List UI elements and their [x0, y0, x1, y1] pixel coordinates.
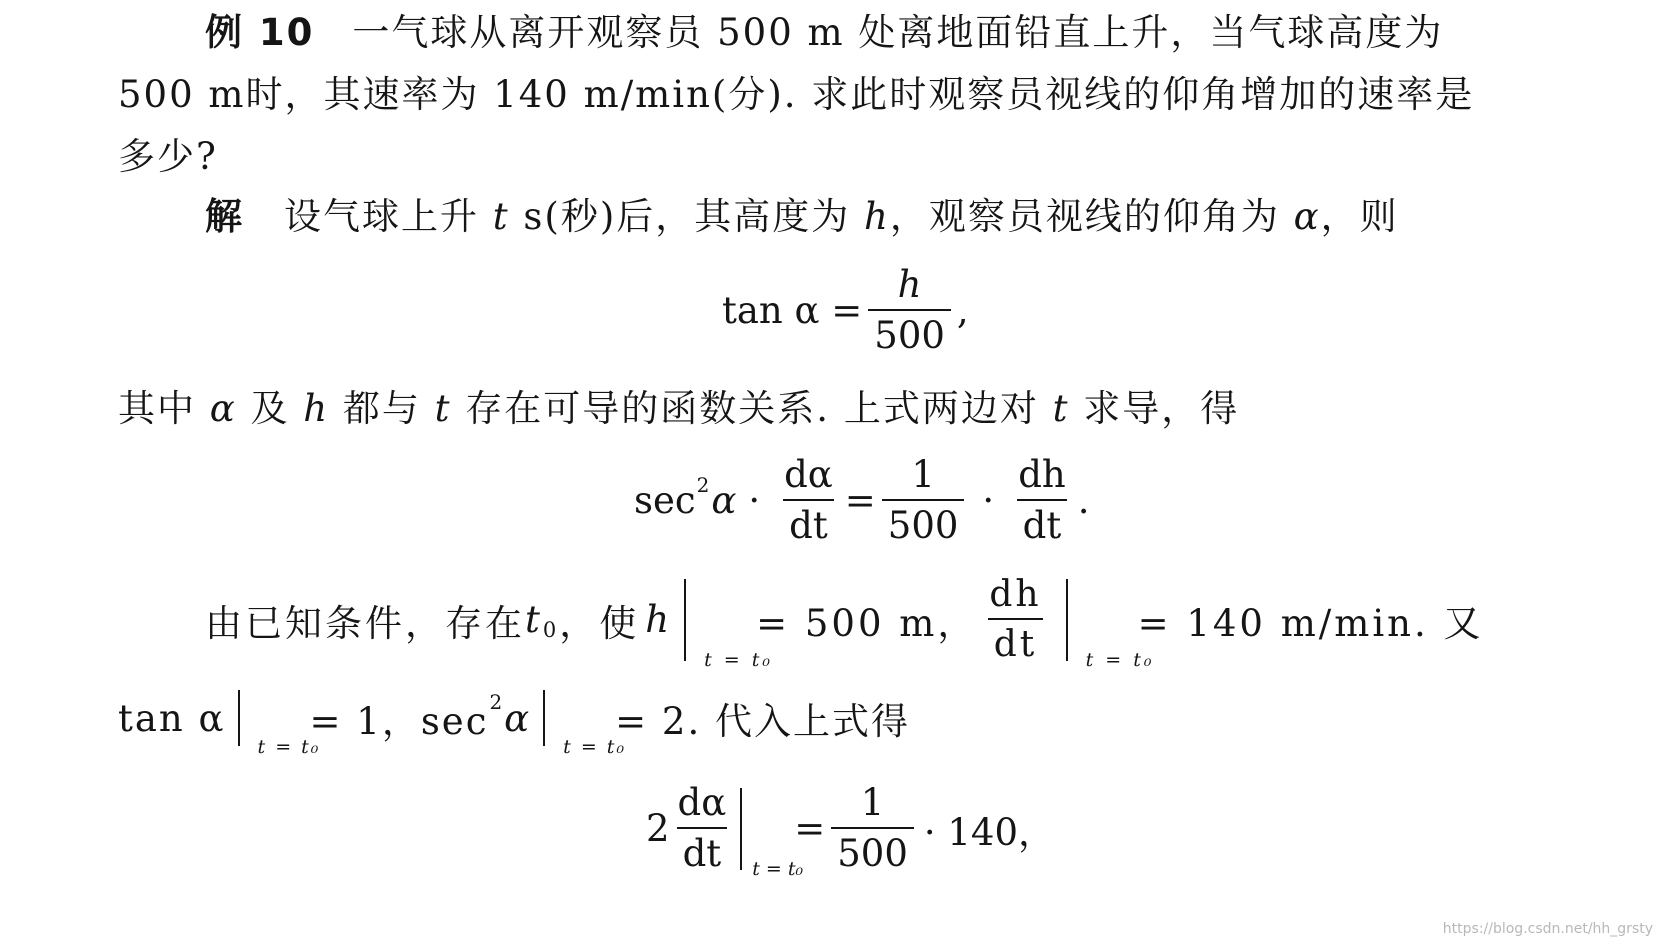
eq2-dot-2: · [982, 479, 995, 523]
p3-a: 由已知条件，存在 [205, 601, 525, 645]
eq3-eval-cond: t = t₀ [752, 857, 804, 880]
p3-num-dh: dh [989, 574, 1042, 615]
eq2-sup: 2 [696, 472, 710, 497]
eq3-num-1: 1 [860, 781, 885, 824]
eq3-frac-1-500 [831, 781, 914, 875]
p3-t0-sub: 0 [542, 617, 560, 642]
eq1-numerator: h [897, 263, 922, 306]
paragraph-derivative [118, 387, 1240, 430]
eq1-fraction [868, 263, 951, 357]
p2-alpha: α [209, 387, 237, 430]
var-h: h [864, 195, 890, 238]
p3-eval-cond-2: t = t₀ [1085, 648, 1155, 671]
eq3-den-dt: dt [677, 827, 728, 874]
problem-text-2: 500 m时，其速率为 140 m/min(分). 求此时观察员视线的仰角增加的速率是 [118, 73, 1475, 116]
problem-line-2 [118, 73, 1475, 116]
eq3-eval-bar [740, 788, 804, 880]
p3-eval-cond-1: t = t₀ [704, 648, 773, 671]
solution-text-b: s(秒)后，其高度为 [509, 195, 865, 238]
eq2-num-dh: dh [1018, 453, 1066, 496]
eq2-num-dalpha: dα [784, 453, 833, 496]
problem-line-3 [118, 135, 218, 178]
var-alpha: α [1293, 195, 1321, 238]
p2-c: 都与 [329, 387, 435, 430]
p2-b: 及 [236, 387, 304, 430]
solution-label: 解 [205, 195, 244, 238]
example-label: 例 10 [205, 11, 315, 54]
p2-t: t [434, 387, 452, 430]
eq3-num-dalpha: dα [677, 781, 727, 824]
p3-den-dt: dt [988, 618, 1044, 664]
problem-text-3: 多少? [118, 135, 218, 178]
p4-eval-cond-2: t = t₀ [563, 736, 627, 758]
eq2-equals: = [844, 479, 876, 523]
equation-tan [722, 263, 969, 357]
equation-sec [634, 453, 1090, 547]
eq2-den-dt: dt [783, 499, 834, 546]
eq2-frac-1-500 [882, 453, 965, 547]
eq2-frac-dalpha [778, 453, 839, 547]
p3-frac-dh-dt [983, 576, 1047, 664]
solution-text-c: ，观察员视线的仰角为 [889, 195, 1294, 238]
eq1-tail: , [956, 289, 969, 333]
equation-final [646, 781, 1056, 880]
watermark-url: https://blog.csdn.net/hh_grsty [1442, 921, 1653, 937]
p4-tan-alpha: tan α [118, 696, 226, 740]
eq1-lhs: tan α = [722, 289, 863, 333]
solution-text-a: 设气球上升 [284, 195, 493, 238]
eq2-sec: sec [634, 479, 696, 523]
paragraph-conditions [205, 574, 1484, 671]
p4-alpha: α [504, 696, 532, 740]
eq3-frac-dalpha [672, 781, 733, 875]
eq2-alpha: α [711, 479, 737, 523]
eq3-coef: 2 [646, 807, 670, 851]
eq3-den-500: 500 [831, 827, 914, 874]
eq3-tail: · 140， [923, 810, 1056, 854]
p2-e: 求导，得 [1069, 387, 1240, 430]
p4-eval-bar-1 [238, 690, 321, 758]
problem-text-1: 一气球从离开观察员 500 m 处离地面铅直上升，当气球高度为 [352, 11, 1444, 54]
p4-eval-bar-2 [543, 690, 627, 758]
p4-b: = 1，sec [309, 700, 489, 743]
eq1-denominator: 500 [868, 309, 951, 356]
eq2-tail: . [1077, 479, 1090, 523]
paragraph-substitute [118, 690, 910, 758]
problem-line-1 [205, 11, 1444, 54]
p4-sup: 2 [489, 690, 505, 714]
p2-d: 存在可导的函数关系. 上式两边对 [451, 387, 1053, 430]
eq2-num-1: 1 [911, 453, 935, 496]
eq3-equals: = [794, 807, 826, 851]
p2-a: 其中 [118, 387, 210, 430]
eq2-frac-dh [1012, 453, 1072, 547]
p3-d: = 140 m/min. 又 [1137, 601, 1484, 645]
p3-eval-bar-1 [684, 579, 773, 671]
p3-c: = 500 m， [756, 601, 978, 645]
p3-h: h [645, 598, 673, 642]
p3-eval-bar-2 [1066, 579, 1155, 671]
solution-text-d: ，则 [1320, 195, 1399, 238]
var-t: t [492, 195, 510, 238]
p2-h: h [303, 387, 330, 430]
solution-line-1 [205, 195, 1399, 238]
eq2-dot: · [748, 479, 761, 523]
p2-t2: t [1052, 387, 1070, 430]
p3-t0: t [525, 598, 543, 642]
p3-b: ，使 [559, 601, 640, 645]
p4-d: = 2. 代入上式得 [615, 700, 910, 743]
eq2-den-dt-2: dt [1017, 499, 1068, 546]
eq2-den-500: 500 [882, 499, 965, 546]
p4-eval-cond-1: t = t₀ [257, 736, 321, 758]
